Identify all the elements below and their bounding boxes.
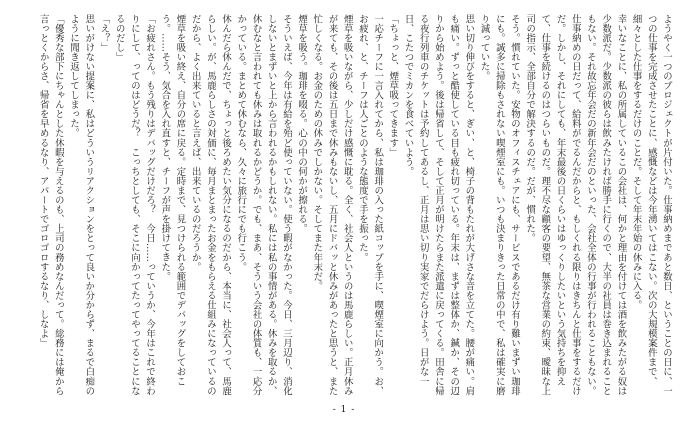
dialogue-line: 「優秀な部下にちゃんとした休暇を与えるのも、上司の務めなんだって。総務には俺から言っとくからさ、帰省を早めるなり、アパートでゴロゴロするなり、しなよ」 [37,14,64,396]
body-text [8,14,674,396]
dialogue-line: 「ちょっと、煙草吸ってきます」 [387,14,399,158]
paragraph: 思いがけない提案に、私はどういうリアクションをとって良いか分からず、まるで白痴のように聞き返してしまった。 [68,14,95,396]
paragraph: 煙草を吸い終え、自分の席に戻る。定時まで、見つけられる範囲でデバッグをしておこう。……そう、気合を入れ直すと、チーフが声を掛けてきた。 [159,14,186,387]
paragraph: 一応チーフに一言入れてから、私は珈琲の入った紙コップを手に、喫煙室に向かう。お、お疲れ、と、チーフは人ごとのような態度で手を振った。 [356,14,384,396]
paragraph: 煙草を吸う。珈琲を啜る。心の中の何かが擦れる。 [296,14,308,234]
paragraph: そう。慣れていた。安物のオフィスチェアにも、サービスであるだけ有り難いまずい珈琲にも。誠多に掃除もされない喫煙室にも。いつも決まりきった日常の中で、私は確実に磨り減っていた。 [478,14,520,396]
paragraph: 思い切り伸びをすると、ぎい、と、椅子の背もたれが大げさな音を立てた。腰が痛い。肩も痛い。ずっと酷使している目も疲れ切っている。年末は、まずは整体か、鍼か、その辺りから始めよう。後は帰省して、そして正月が明けたらまた派遣に戻ってくる。田舎に帰る夜行列車のチケットは予約してあるし、正月は思い切り実家でだらけよう。日がな一日、こたつでミカンを食べていよう。 [402,14,475,396]
page-number: - 1 - [332,405,356,415]
dialogue-line: 「え？」 [98,14,110,53]
dialogue-line: 「お疲れさん。もう残りはデバッグだけだろ？ 今日……っていうか、今年はこれで終わりにして、ってのはどうだ？ こっちとしても、そこに向かってたってやってることになるのだし」 [113,14,156,396]
paragraph: 休んだら休んだで、ちょっと後ろめたい気分になるのだから、本当に、社会人って、馬鹿らしい。が、馬鹿らしさの対価に、毎月まとまったお金をもらえる仕組みになっているのだから、よく出来ていると言えば、出来ているのだろうか。 [189,14,232,396]
paragraph: 仕事納めの日だって、給料がでるんだからと、もしくれる限りはきちんと仕事をするだけだ。しかし、それにしても、年末最後の日くらいはゆっくりしたいという気持ちを抑えて、仕事を続けるのはつらいものだ。理不尽な顧客の要望、無茶な営業の約束、曖昧な上司の指示、全部自分で解決するのだ。だが、慣れた。 [524,14,581,396]
paragraph: 煙草を吸いながら、少しだけ感慨に耽る。全く、社会人というのは馬鹿らしい。正月休みが来ても、その後は五日まで休みもないし、五月にドバッと休みがあったと思うと、また忙しくなる。お金のための休みでしかない。そしてまた年末だ。 [311,14,353,396]
paragraph: ようやく一つのプロジェクトが片付いた。仕事納めまであと数日、ということの日に、一つの仕事を完成させたことに、感慨などは今年湧いてはこない。次の大規模案件まで、細々とした仕事をするだけのことだ。そして年末年始の休みに入る。 [630,14,672,396]
paragraph: そういえば、今年は有給を殆ど使っていない。使う暇がなかった。今日、三月辺り、消化しないとまずいと上から言われるかもしれない。私には私の事情がある。休みを取るか、休むなと言われても休みは取れるかどうか。でも、まあ、そういう会社の体質も、一応分かっている。まとめて休むなら、久々に旅行にでも行こう。 [235,14,292,396]
paragraph: 幸いなことに、私の所属しているこの会社は、何かと理由を付けては酒を飲みたがる奴は少数派だ。少数派の彼らは飲みたければ勝手に行くので、大半の社員は巻き込まれることもない。それ故忘年会だの新年会だのといった、会社全体の行事が行われることもない。 [584,14,627,396]
